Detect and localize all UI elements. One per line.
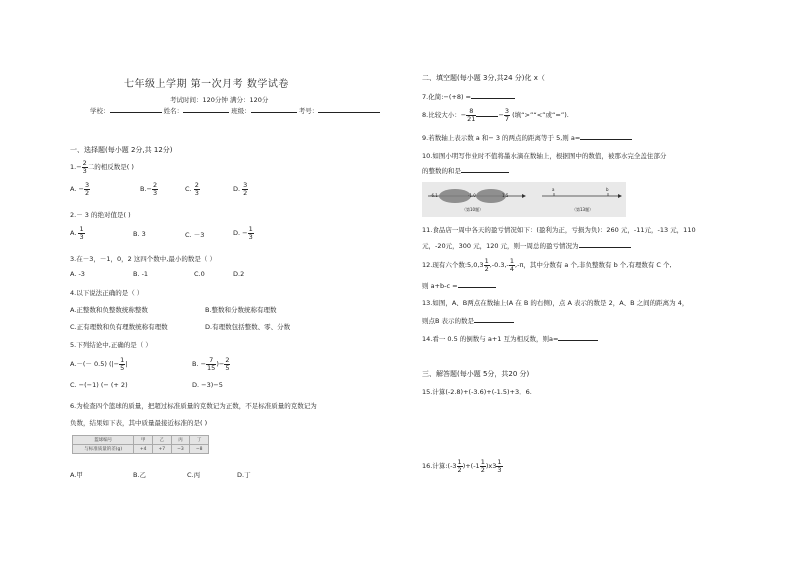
- q1-option-a[interactable]: A. − $\frac{3}{2}$: [70, 181, 90, 197]
- q3-option-c[interactable]: C.0: [194, 270, 205, 278]
- q1-option-c[interactable]: C. $\frac{2}{3}$: [185, 181, 199, 197]
- q6-table: [72, 435, 209, 454]
- q1-stem: 1.− $\frac{2}{3}$ 二的相反数是( ): [70, 159, 134, 175]
- q4-option-a[interactable]: A.正整数和负整数统称整数: [70, 306, 148, 314]
- q8: 8.比较大小：− $\frac{8}{21}$ − $\frac{3}{7}$ (填“>”“<”或“=”).: [422, 107, 569, 123]
- q5-option-c[interactable]: C. −(−1) (− (+ 2): [70, 381, 128, 389]
- q4-option-c[interactable]: C.正有理数和负有理数统称有理数: [70, 323, 168, 331]
- q8-answer-blank[interactable]: [476, 116, 498, 117]
- q2-option-c[interactable]: C. －3: [185, 231, 205, 239]
- q5-stem: 5.下列结论中,正确的是（ ）: [70, 341, 152, 349]
- fig13-arrow: [618, 194, 622, 198]
- fig10-ink-blot-left: [439, 189, 471, 203]
- number-field[interactable]: [318, 112, 380, 113]
- q2-stem: 2.－ 3 的绝对值是( ): [70, 211, 131, 219]
- fig10-label-right: 1.5: [502, 193, 509, 198]
- q6-table-header: 篮球编号 甲 乙 丙 丁: [73, 436, 209, 445]
- q6-stem-line1: 6.为检查四个篮球的质量，把超过标准质量的克数记为正数，不足标准质量的克数记为: [70, 402, 317, 410]
- q3-option-b[interactable]: B. -1: [133, 270, 149, 278]
- q12-line2: 则 a+b-c =: [422, 281, 496, 290]
- q5-option-a[interactable]: A.－(－ 0.5) (|− $\frac{1}{5}$ |: [70, 356, 128, 372]
- section2-heading: 二、填空题(每小题 3分,共24 分)化 x（: [422, 74, 545, 82]
- student-info-line: [90, 106, 380, 115]
- figures-strip: [422, 182, 626, 217]
- school-label: 学校：: [90, 107, 110, 115]
- fig13-caption: （第13题）: [572, 207, 594, 212]
- q10-line1: 10.如图小明写作业时不值将墨水滴在数轴上，根据图中的数值，被那水完全盖住部分: [422, 152, 667, 160]
- q13-line1: 13.如图，A、B两点在数轴上(A 在 B 的右侧)，点 A 表示的数是 2，A、B 之间的距离为 4，: [422, 299, 689, 307]
- fig10-label-mid: -1.0: [468, 193, 476, 198]
- q13-line2: 则点B 表示的数是: [422, 316, 514, 325]
- section3-heading: 三、解答题(每小题 5分，共20 分): [422, 370, 530, 378]
- fig10-caption: （第10题）: [462, 207, 484, 212]
- q1-option-d[interactable]: D. $\frac{3}{2}$: [233, 181, 248, 197]
- name-field[interactable]: [183, 112, 229, 113]
- q7-answer-blank[interactable]: [471, 98, 515, 99]
- q16: 16.计算:(-3 $\frac{1}{2}$ )+(-1 $\frac{1}{2}$ )x3 $\frac{1}{3}$: [422, 458, 502, 474]
- fig13-label-a: a: [552, 187, 555, 192]
- q4-stem: 4.以下说法正确的是（ ）: [70, 289, 144, 297]
- q10-answer-blank[interactable]: [461, 172, 509, 173]
- q3-stem: 3.在－3，－1，0，2 这四个数中,最小的数是（ ）: [70, 255, 216, 263]
- class-field[interactable]: [251, 112, 297, 113]
- q3-option-d[interactable]: D.2: [233, 270, 245, 278]
- q4-option-d[interactable]: D.有理数包括整数、零、分数: [205, 323, 291, 331]
- class-label: 班级：: [231, 107, 251, 115]
- q7: 7.化简:−(+8) =: [422, 92, 515, 101]
- q11-answer-blank[interactable]: [579, 247, 631, 248]
- q9-answer-blank[interactable]: [580, 139, 632, 140]
- q11-line1: 11.食品店一周中各天的盈亏情况如下：(盈利为正，亏损为负)：260 元，-11元，-13 元，110: [422, 226, 696, 234]
- q15: 15.计算(-2.8)+(-3.6)+(-1.5)+3．6.: [422, 388, 532, 396]
- q5-option-b[interactable]: B. − $\frac{7}{15}$ )− $\frac{2}{5}$: [192, 356, 230, 372]
- number-label: 考号：: [298, 107, 319, 115]
- q14-answer-blank[interactable]: [558, 340, 598, 341]
- q11-line2: 元，-20元，300 元，120 元，则一周总的盈亏情况为: [422, 241, 631, 250]
- q12-line1: 12.现有六个数:5,0,3 $\frac{1}{2}$ ,-0.3,- $\frac{1}{4}$ ,-π，其中分数有 a 个,非负整数有 b 个,有理数有 C 个,: [422, 257, 672, 273]
- q9: 9.若数轴上表示数 a 和− 3 的两点的距离等于 5,则 a=: [422, 133, 632, 142]
- fig10-label-left: -6.1: [430, 193, 438, 198]
- q4-option-b[interactable]: B.整数和分数统称有理数: [205, 306, 277, 314]
- exam-title: 七年级上学期 第一次月考 数学试卷: [124, 79, 289, 90]
- q10-line2: 的整数的和是: [422, 166, 509, 175]
- q1-option-b[interactable]: B.− $\frac{2}{3}$: [140, 181, 158, 197]
- q6-option-d[interactable]: D.丁: [237, 471, 251, 479]
- q6-option-c[interactable]: C.丙: [187, 471, 201, 479]
- school-field[interactable]: [110, 112, 162, 113]
- q12-answer-blank[interactable]: [458, 287, 496, 288]
- q2-option-d[interactable]: D. − $\frac{1}{3}$: [233, 225, 253, 241]
- q3-option-a[interactable]: A. -3: [70, 270, 85, 278]
- q13-answer-blank[interactable]: [474, 322, 514, 323]
- fig10-arrow: [522, 194, 526, 198]
- section1-heading: 一、选择题(每小题 2分,共 12分): [70, 146, 173, 154]
- q2-option-a[interactable]: A. $\frac{1}{3}$: [70, 225, 84, 241]
- q14: 14.看一 0.5 的倒数与 a+1 互为相反数，则a=: [422, 334, 598, 343]
- q6-table-row: 与标准质量的差(g) +4 +7 −3 −8: [73, 445, 209, 454]
- q6-option-b[interactable]: B.乙: [133, 471, 147, 479]
- exam-info: 考试时间：120分钟 满分：120分: [170, 96, 269, 104]
- q2-option-b[interactable]: B. 3: [133, 230, 146, 238]
- name-label: 姓名：: [163, 107, 184, 115]
- fig13-label-b: b: [606, 187, 609, 192]
- number-line-figures: [422, 182, 626, 217]
- q6-option-a[interactable]: A.甲: [70, 471, 83, 479]
- q5-option-d[interactable]: D. −3)−5: [192, 381, 223, 389]
- q6-stem-line2: 负数，结果如下表，其中质量最接近标准的是( ): [70, 419, 208, 427]
